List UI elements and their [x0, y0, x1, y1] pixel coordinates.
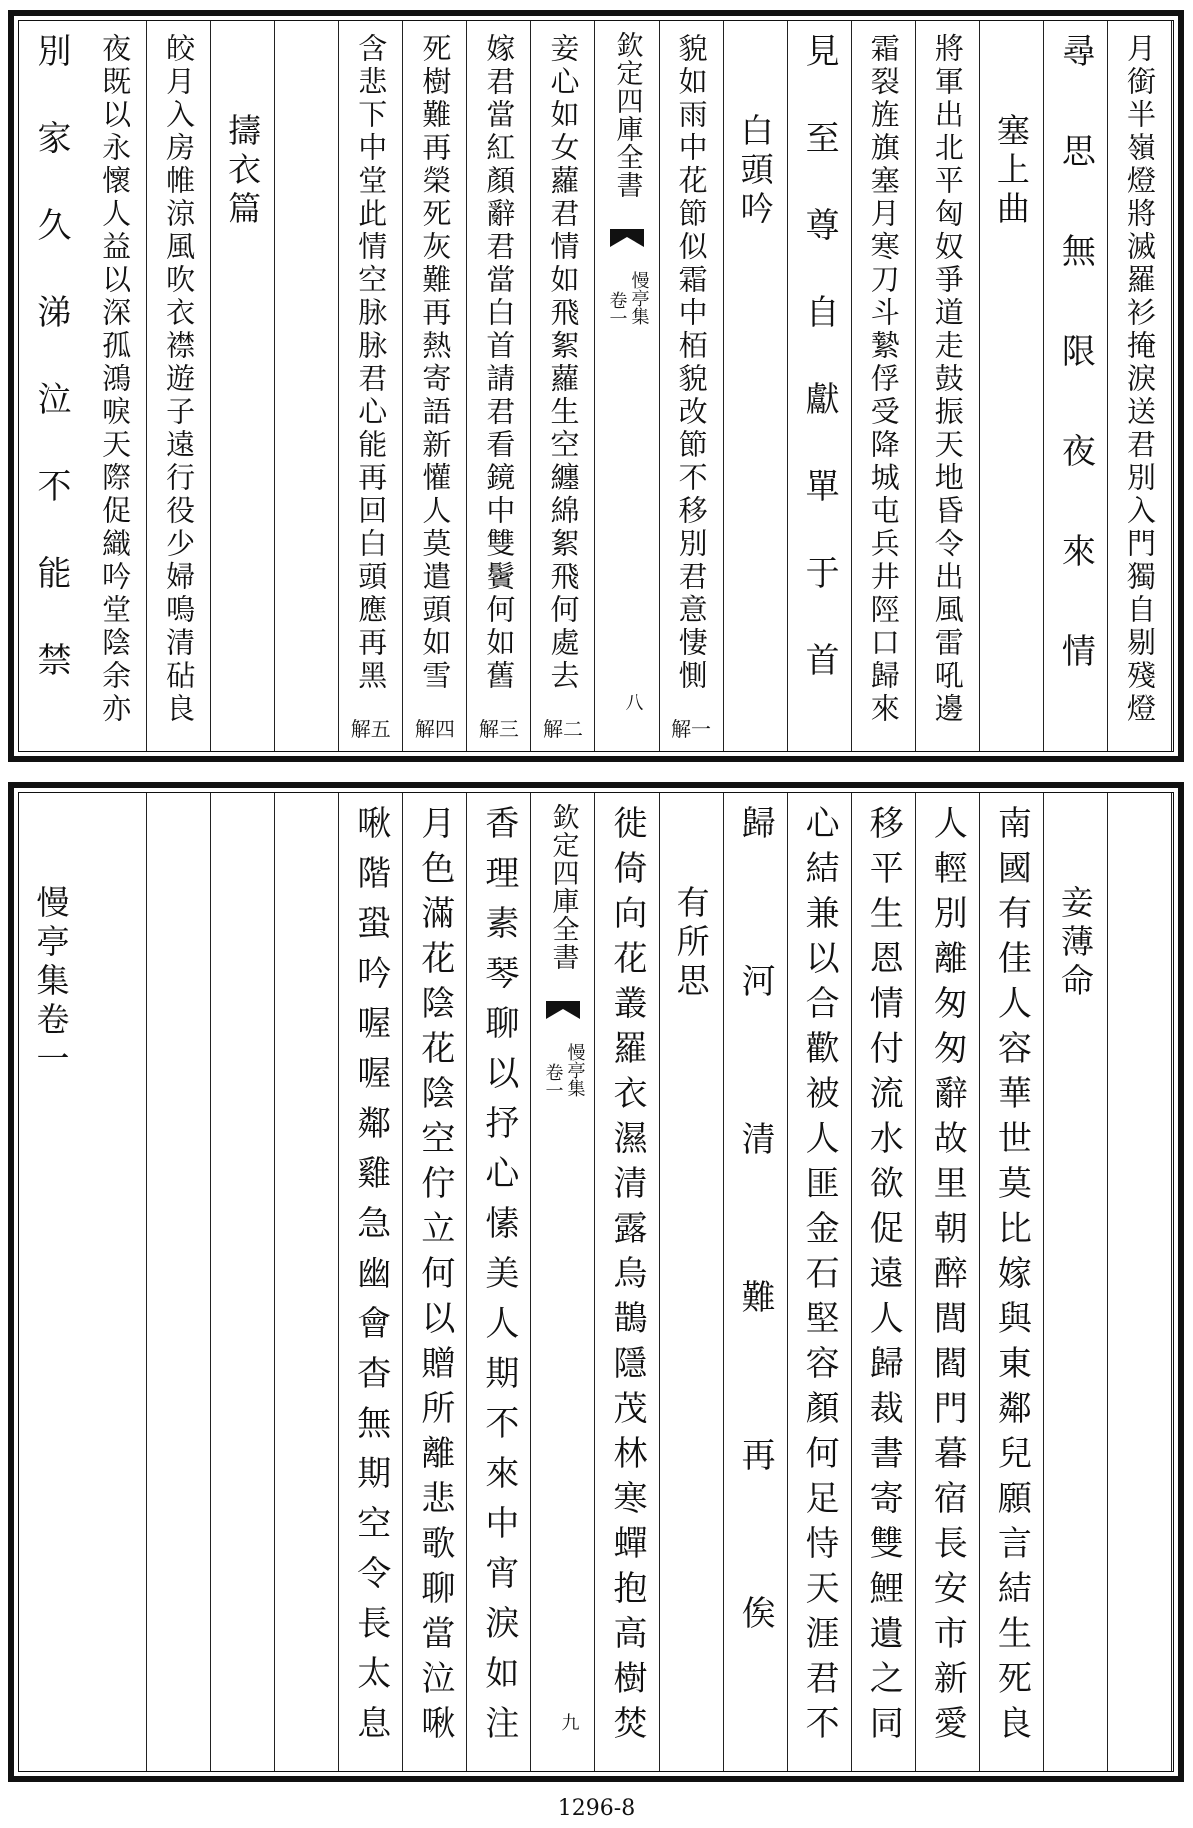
poem-line: 香理素琴聊以抒心愫美人期不來中宵淚如注	[478, 805, 519, 1755]
poem-title: 白頭吟	[735, 113, 775, 230]
text-column	[660, 793, 724, 1771]
text-column	[916, 793, 980, 1771]
stanza-marker: 解四	[414, 717, 455, 741]
text-column	[852, 793, 916, 1771]
volume-label: 卷一	[542, 1063, 564, 1099]
text-column	[980, 793, 1044, 1771]
footer-page-number: 1296-8	[557, 1796, 636, 1821]
text-column	[852, 21, 916, 751]
text-column	[147, 793, 211, 1771]
poem-line: 心結兼以合歡被人匪金石堅容顏何足恃天涯君不	[799, 805, 840, 1750]
poem-line: 妾心如女蘿君情如飛絮蘿生空纏綿絮飛何處去	[546, 33, 581, 693]
poem-line: 霜裂旌旗塞月寒刀斗縶俘受降城屯兵井陘口歸來	[866, 33, 901, 726]
page-centerfold-column	[596, 21, 660, 751]
text-column	[19, 21, 83, 751]
stanza-marker: 解五	[350, 717, 391, 741]
poem-line: 嫁君當紅顏辭君當白首請君看鏡中雙鬢何如舊	[482, 33, 517, 693]
text-column	[531, 21, 595, 751]
poem-line: 皎月入房帷涼風吹衣襟遊子遠行役少婦鳴清砧良	[162, 33, 197, 726]
fishtail-mark-icon	[546, 1001, 580, 1019]
text-column	[339, 21, 403, 751]
poem-title: 塞上曲	[991, 113, 1031, 230]
collection-name: 慢亭集	[628, 271, 650, 325]
text-column	[275, 793, 339, 1771]
text-column	[339, 793, 403, 1771]
stanza-marker: 解一	[671, 717, 712, 741]
poem-line: 死樹難再榮死灰難再熱寄語新懽人莫遣頭如雪	[418, 33, 453, 693]
text-column	[19, 793, 83, 1771]
text-column	[467, 793, 531, 1771]
poem-line: 尋思無限夜來情	[1055, 33, 1096, 733]
poem-line: 見至尊自獻單于首	[799, 33, 840, 729]
folio-number: 九	[558, 1713, 580, 1731]
poem-line: 移平生恩情付流水欲促遠人歸裁書寄雙鯉遺之同	[863, 805, 904, 1750]
poem-line: 貌如雨中花節似霜中栢貌改節不移別君意悽惻	[674, 33, 709, 693]
text-column	[1044, 793, 1108, 1771]
text-column	[724, 793, 788, 1771]
bottom-page-frame	[8, 782, 1184, 1782]
text-column	[275, 21, 339, 751]
text-column	[1108, 793, 1172, 1771]
poem-line: 含悲下中堂此情空脉脉君心能再回白頭應再黑	[354, 33, 389, 693]
text-column	[403, 793, 467, 1771]
poem-line: 南國有佳人容華世莫比嫁與東鄰兒願言結生死良	[991, 805, 1032, 1750]
poem-line: 啾階蛩吟喔喔鄰雞急幽會杳無期空令長太息	[350, 805, 391, 1755]
text-column	[660, 21, 724, 751]
poem-title: 擣衣篇	[223, 113, 263, 230]
fishtail-mark-icon	[610, 229, 644, 247]
collection-name: 慢亭集	[564, 1043, 586, 1097]
stanza-marker: 解三	[478, 717, 519, 741]
poem-title: 有所思	[671, 885, 711, 1002]
text-column	[788, 21, 852, 751]
text-column	[916, 21, 980, 751]
text-column	[1108, 21, 1172, 751]
poem-line: 別家久涕泣不能禁	[31, 33, 72, 729]
text-column	[980, 21, 1044, 751]
text-column	[1044, 21, 1108, 751]
top-page-frame	[8, 10, 1184, 762]
text-column	[211, 21, 275, 751]
poem-title: 慢亭集卷一	[31, 885, 71, 1080]
folio-number: 八	[622, 693, 644, 711]
poem-line: 月色滿花陰花陰空佇立何以贈所離悲歌聊當泣啾	[414, 805, 455, 1750]
volume-label: 卷一	[606, 291, 628, 327]
book-title: 欽定四庫全書	[611, 31, 643, 199]
poem-line: 徙倚向花叢羅衣濕清露烏鵲隱茂林寒蟬抱高樹焚	[607, 805, 648, 1750]
text-column	[83, 793, 147, 1771]
text-column	[724, 21, 788, 751]
poem-title: 妾薄命	[1055, 885, 1095, 1002]
text-column	[211, 793, 275, 1771]
poem-line: 將軍出北平匈奴爭道走鼓振天地昏令出風雷吼邊	[930, 33, 965, 726]
stanza-marker: 解二	[542, 717, 583, 741]
poem-line: 人輕別離匆匆辭故里朝醉閭閻門暮宿長安市新愛	[927, 805, 968, 1750]
text-column	[788, 793, 852, 1771]
text-column	[403, 21, 467, 751]
poem-line: 歸河清難再俟	[735, 805, 776, 1753]
poem-line: 夜既以永懷人益以深孤鴻唳天際促織吟堂陰余亦	[98, 33, 133, 726]
text-column	[147, 21, 211, 751]
text-column	[467, 21, 531, 751]
page-centerfold-column	[531, 793, 595, 1771]
poem-line: 月銜半嶺燈將滅羅衫掩淚送君別入門獨自剔殘燈	[1122, 33, 1157, 726]
book-title: 欽定四庫全書	[547, 803, 579, 971]
text-column	[83, 21, 147, 751]
text-column	[596, 793, 660, 1771]
